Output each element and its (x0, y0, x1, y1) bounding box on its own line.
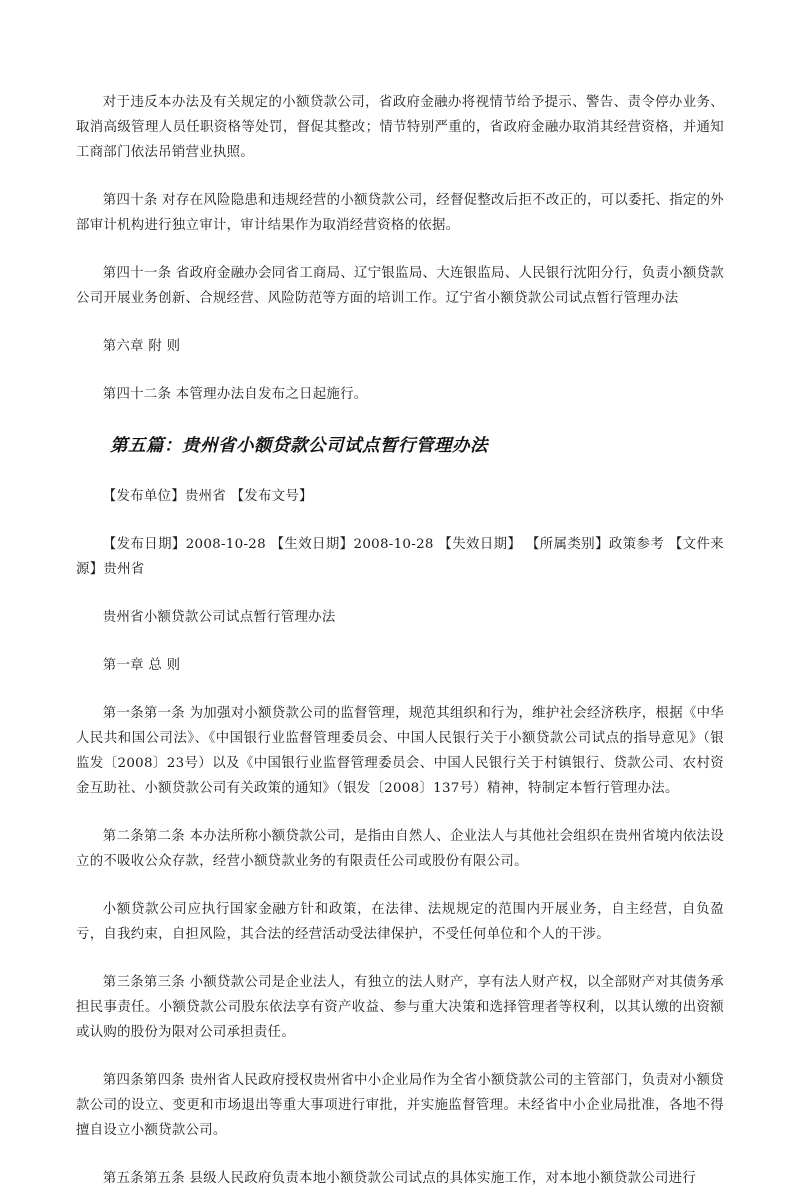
section-heading: 第五篇：贵州省小额贷款公司试点暂行管理办法 (110, 436, 488, 456)
paragraph-article-40: 第四十条 对存在风险隐患和违规经营的小额贷款公司，经督促整改后拒不改正的，可以委托、指定的外部审计机构进行独立审计，审计结果作为取消经营资格的依据。 (76, 193, 724, 233)
paragraph-dates: 【发布日期】2008-10-28 【生效日期】2008-10-28 【失效日期】 【所属类别】政策参考 【文件来源】贵州省 (76, 537, 724, 577)
paragraph-article-4: 第四条第四条 贵州省人民政府授权贵州省中小企业局作为全省小额贷款公司的主管部门，负责对小额贷款公司的设立、变更和市场退出等重大事项进行审批，并实施监督管理。未经省中小企业局批准，各地不得擅自设立小额贷款公司。 (76, 1073, 724, 1138)
paragraph-issuer: 【发布单位】贵州省 【发布文号】 (102, 489, 313, 504)
paragraph-doc-title: 贵州省小额贷款公司试点暂行管理办法 (102, 610, 336, 625)
paragraph-article-5: 第五条第五条 县级人民政府负责本地小额贷款公司试点的具体实施工作，对本地小额贷款公司进行 (102, 1171, 697, 1186)
paragraph-article-2: 第二条第二条 本办法所称小额贷款公司，是指由自然人、企业法人与其他社会组织在贵州省境内依法设立的不吸收公众存款，经营小额贷款业务的有限责任公司或股份有限公司。 (76, 829, 724, 869)
paragraph-article-41: 第四十一条 省政府金融办会同省工商局、辽宁银监局、大连银监局、人民银行沈阳分行，负责小额贷款公司开展业务创新、合规经营、风险防范等方面的培训工作。辽宁省小额贷款公司试点暂行管理办法 (76, 266, 724, 306)
paragraph-article-1: 第一条第一条 为加强对小额贷款公司的监督管理，规范其组织和行为，维护社会经济秩序，根据《中华人民共和国公司法》、《中国银行业监督管理委员会、中国人民银行关于小额贷款公司试点的指导意见》（银监发〔2008〕23号）以及《中国银行业监督管理委员会、中国人民银行关于村镇银行、贷款公司、农村资金互助社、小额贷款公司有关政策的通知》（银发〔2008〕137号）精神，特制定本暂行管理办法。 (76, 706, 724, 796)
chapter-heading-general: 第一章 总 则 (102, 658, 181, 673)
document-page (76, 90, 724, 1191)
chapter-heading-supplementary: 第六章 附 则 (102, 339, 181, 354)
paragraph-article-42: 第四十二条 本管理办法自发布之日起施行。 (102, 387, 368, 402)
paragraph-operations: 小额贷款公司应执行国家金融方针和政策，在法律、法规规定的范围内开展业务，自主经营，自负盈亏，自我约束，自担风险，其合法的经营活动受法律保护，不受任何单位和个人的干涉。 (76, 902, 724, 942)
paragraph-article-3: 第三条第三条 小额贷款公司是企业法人，有独立的法人财产，享有法人财产权，以全部财产对其债务承担民事责任。小额贷款公司股东依法享有资产收益、参与重大决策和选择管理者等权利，以其认缴的出资额或认购的股份为限对公司承担责任。 (76, 975, 724, 1040)
paragraph-penalties: 对于违反本办法及有关规定的小额贷款公司，省政府金融办将视情节给予提示、警告、责令停办业务、取消高级管理人员任职资格等处罚，督促其整改；情节特别严重的，省政府金融办取消其经营资格，并通知工商部门依法吊销营业执照。 (76, 95, 724, 160)
